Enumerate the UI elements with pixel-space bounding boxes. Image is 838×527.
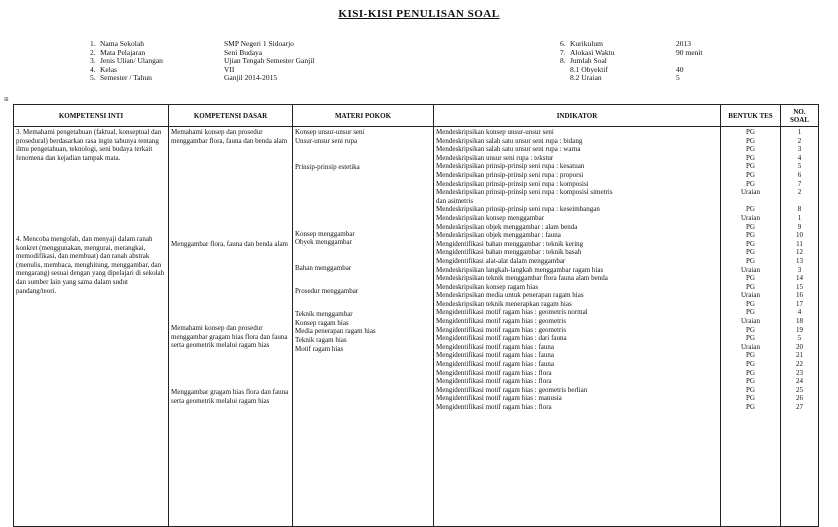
nomor-soal-value: 7 xyxy=(797,179,802,188)
mp-item: Teknik ragam hias xyxy=(295,335,347,344)
indikator-row: Mengidentifikasi bahan menggambar : teknik kering xyxy=(436,239,584,248)
mp-cell xyxy=(293,127,434,527)
indikator-row: Mengidentifikasi motif ragam hias : geometris berlian xyxy=(436,385,588,394)
bentuk-tes-value: Uraian xyxy=(740,213,761,222)
mp-item: Konsep menggambar xyxy=(295,229,355,238)
col-header-bentuk: BENTUK TES xyxy=(721,105,781,127)
indikator-row: Mendeskripsikan konsep menggambar xyxy=(436,213,545,222)
bentuk-tes-value: PG xyxy=(746,136,755,145)
ki-item: 4. Mencoba mengolah, dan menyaji dalam ranah konkret (menggunakan, mengurai, merangkai, memodifikasi, dan membuat) dan ranah abstrak (menulis, membaca, menghitung, menggambar, dan mengarang) sesuai dengan yang dipelajari di sekolah dan sumber lain yang sama dalam sudut pandang/teori. xyxy=(16,235,165,295)
indikator-row: Mendeskripsikan media untuk penerapan ragam hias xyxy=(436,291,584,300)
nomor-soal-value: 4 xyxy=(797,308,802,317)
kd-item: Menggambar gragam hias flora dan fauna serta geometrik melalui ragam hias xyxy=(171,388,289,405)
indikator-row: Mengidentifikasi bahan menggambar : teknik basah xyxy=(436,248,582,257)
indikator-row: Mendeskripsikan prinsip-prinsip seni rupa : komposisi xyxy=(436,179,589,188)
mp-item: Obyek menggambar xyxy=(295,238,352,247)
nomor-soal-value: 5 xyxy=(797,334,802,343)
nomor-soal-value: 20 xyxy=(796,342,803,351)
bentuk-tes-value: PG xyxy=(746,231,755,240)
bentuk-tes-value: PG xyxy=(746,308,755,317)
nomor-soal-value: 3 xyxy=(797,265,802,274)
mp-item: Prosedur menggambar xyxy=(295,287,359,296)
nomor-soal-value: 8 xyxy=(797,205,802,214)
bentuk-tes-value xyxy=(723,197,778,206)
nomor-soal-value: 16 xyxy=(796,291,803,300)
nomor-soal-value: 1 xyxy=(797,213,802,222)
bentuk-tes-value: PG xyxy=(746,403,755,411)
indikator-row: Mendeskripsikan prinsip-prinsip seni rupa : kesatuan xyxy=(436,162,585,171)
col-header-kd: KOMPETENSI DASAR xyxy=(169,105,293,127)
nomor-soal-value: 22 xyxy=(796,360,803,369)
nomor-soal-value: 10 xyxy=(796,231,803,240)
indikator-row: Mendeskripsikan salah satu unsur seni rupa : warna xyxy=(436,145,581,154)
indikator-row: Mengidentifikasi motif ragam hias : fauna xyxy=(436,351,554,360)
indikator-row: Mengidentifikasi motif ragam hias : geometris xyxy=(436,325,567,334)
nomor-soal-value: 23 xyxy=(796,368,803,377)
indikator-row: Mengidentifikasi alat-alat dalam menggambar xyxy=(436,256,566,265)
bentuk-tes-value: Uraian xyxy=(740,291,761,300)
mp-item: Media penerapan ragam hias xyxy=(295,327,376,336)
nomor-soal-value: 26 xyxy=(796,394,803,403)
nomor-soal-value: 15 xyxy=(796,282,803,291)
header-right: 6. Kurikulum 2013 7. Alokasi Waktu 90 menit 8. Jumlah Soal 8.1 Obyektif 40 8.2 Uraian 5 xyxy=(560,39,703,83)
indikator-row: Mengidentifikasi motif ragam hias : flora xyxy=(436,377,552,386)
bentuk-tes-value: PG xyxy=(746,299,755,308)
bentuk-tes-value: PG xyxy=(746,256,755,265)
indikator-row: Mendeskripsikan prinsip-prinsip seni rupa : proporsi xyxy=(436,170,584,179)
nomor-soal-value: 6 xyxy=(797,170,802,179)
ki-cell xyxy=(14,127,169,527)
nomor-soal-value: 2 xyxy=(797,188,802,197)
indikator-row: dan asimetris xyxy=(436,196,474,205)
nomor-soal-value: 25 xyxy=(796,385,803,394)
indikator-row: Mendeskripsikan objek menggambar : alam benda xyxy=(436,222,578,231)
mp-item: Motif ragam hias xyxy=(295,344,344,353)
bentuk-tes-value: PG xyxy=(746,248,755,257)
indikator-row: Mendeskripsikan teknik menerapkan ragam hias xyxy=(436,299,572,308)
col-header-ki: KOMPETENSI INTI xyxy=(14,105,169,127)
bentuk-tes-value: PG xyxy=(746,179,755,188)
bentuk-tes-value: PG xyxy=(746,222,755,231)
bentuk-tes-value: PG xyxy=(746,170,755,179)
bentuk-tes-value: PG xyxy=(746,162,755,171)
indikator-row: Mendeskripsikan salah satu unsur seni rupa : bidang xyxy=(436,136,583,145)
nomor-soal-value: 13 xyxy=(796,256,803,265)
indikator-row: Mendeskripsikan teknik menggambar flora fauna alam benda xyxy=(436,274,608,283)
indikator-row: Mendeskripsikan konsep ragam hias xyxy=(436,282,539,291)
bentuk-tes-value: PG xyxy=(746,394,755,403)
nomor-soal-value: 24 xyxy=(796,377,803,386)
mp-item: Konsep ragam hias xyxy=(295,318,349,327)
bentuk-tes-value: Uraian xyxy=(740,342,761,351)
bentuk-tes-value: PG xyxy=(746,385,755,394)
page-title: KISI-KISI PENULISAN SOAL xyxy=(338,8,500,20)
indikator-row: Mengidentifikasi motif ragam hias : flora xyxy=(436,403,552,411)
nomor-cell xyxy=(781,127,819,527)
col-header-indikator: INDIKATOR xyxy=(434,105,721,127)
bentuk-tes-value: PG xyxy=(746,351,755,360)
indikator-row: Mengidentifikasi motif ragam hias : geometris xyxy=(436,317,567,326)
indikator-row: Mengidentifikasi motif ragam hias : fauna xyxy=(436,360,554,369)
indikator-row: Mendeskripsikan objek menggambar : fauna xyxy=(436,231,561,240)
kisi-kisi-table xyxy=(13,104,819,527)
indikator-row: Mengidentifikasi motif ragam hias : manusia xyxy=(436,394,562,403)
indikator-row: Mengidentifikasi motif ragam hias : flora xyxy=(436,368,552,377)
mp-item: Unsur-unsur seni rupa xyxy=(295,136,358,145)
kd-item: Menggambar flora, fauna dan benda alam xyxy=(171,240,289,248)
nomor-soal-value: 2 xyxy=(797,136,802,145)
col-header-mp: MATERI POKOK xyxy=(293,105,434,127)
nomor-soal-value: 19 xyxy=(796,325,803,334)
nomor-soal-value: 1 xyxy=(797,128,802,136)
nomor-soal-value: 11 xyxy=(796,239,803,248)
indikator-row: Mendeskripsikan prinsip-prinsip seni rupa : keseimbangan xyxy=(436,205,600,214)
kd-cell xyxy=(169,127,293,527)
bentuk-tes-value: Uraian xyxy=(740,265,761,274)
bentuk-tes-value: PG xyxy=(746,239,755,248)
nomor-soal-value: 3 xyxy=(797,145,802,154)
indikator-row: Mendeskripsikan konsep unsur-unsur seni xyxy=(436,128,554,136)
ki-item: 3. Memahami pengetahuan (faktual, konseptual dan prosedural) berdasarkan rasa ingin tahunya tentang ilmu pengetahuan, teknologi, seni budaya terkait fenomena dan kejadian tampak mata. xyxy=(16,128,162,162)
nomor-soal-value xyxy=(783,197,816,206)
indikator-cell xyxy=(434,127,721,527)
bentuk-tes-value: PG xyxy=(746,360,755,369)
bentuk-tes-value: PG xyxy=(746,282,755,291)
nomor-soal-value: 17 xyxy=(796,299,803,308)
nomor-soal-value: 21 xyxy=(796,351,803,360)
mp-item: Teknik menggambar xyxy=(295,310,353,319)
nomor-soal-value: 14 xyxy=(796,274,803,283)
bentuk-tes-value: Uraian xyxy=(740,188,761,197)
nomor-soal-value: 5 xyxy=(797,162,802,171)
bentuk-tes-value: PG xyxy=(746,274,755,283)
nomor-soal-value: 4 xyxy=(797,153,802,162)
indikator-row: Mendeskripsikan prinsip-prinsip seni rupa : komposisi simetris xyxy=(436,188,613,197)
indikator-row: Mendeskripsikan unsur seni rupa : tekstur xyxy=(436,153,554,162)
bentuk-cell xyxy=(721,127,781,527)
header-left: 1. Nama Sekolah SMP Negeri 1 Sidoarjo 2. Mata Pelajaran Seni Budaya 3. Jenis Ulian/ Ulangan Ujian Tengah Semester Ganjil 4. Kelas VII 5. Semester / Tahun Ganjil 2014-2015 xyxy=(90,39,315,83)
nomor-soal-value: 9 xyxy=(797,222,802,231)
kd-item: Memahami konsep dan prosedur menggambar gragam hias flora dan fauna serta geometrik melalui ragam hias xyxy=(171,324,288,350)
mp-item: Prinsip-prinsip estetika xyxy=(295,162,360,171)
mp-item: Bahan menggambar xyxy=(295,264,352,273)
indikator-row: Mengidentifikasi motif ragam hias : fauna xyxy=(436,342,554,351)
bentuk-tes-value: PG xyxy=(746,145,755,154)
indikator-row: Mengidentifikasi motif ragam hias : dari fauna xyxy=(436,334,567,343)
nomor-soal-value: 27 xyxy=(796,403,803,411)
nomor-soal-value: 12 xyxy=(796,248,803,257)
table-anchor-icon: ⊞ xyxy=(4,97,10,103)
bentuk-tes-value: PG xyxy=(746,205,755,214)
indikator-row: Mengidentifikasi motif ragam hias : geometris normal xyxy=(436,308,588,317)
bentuk-tes-value: Uraian xyxy=(740,317,761,326)
indikator-row: Mendeskripsikan langkah-langkah menggambar ragam hias xyxy=(436,265,604,274)
mp-item: Konsep unsur-unsur seni xyxy=(295,128,365,136)
kd-item: Memahami konsep dan prosedur menggambar flora, fauna dan benda alam xyxy=(171,128,288,145)
nomor-soal-value: 18 xyxy=(796,317,803,326)
col-header-no: NO. SOAL xyxy=(781,105,819,127)
bentuk-tes-value: PG xyxy=(746,368,755,377)
bentuk-tes-value: PG xyxy=(746,325,755,334)
bentuk-tes-value: PG xyxy=(746,334,755,343)
bentuk-tes-value: PG xyxy=(746,153,755,162)
bentuk-tes-value: PG xyxy=(746,128,755,136)
bentuk-tes-value: PG xyxy=(746,377,755,386)
